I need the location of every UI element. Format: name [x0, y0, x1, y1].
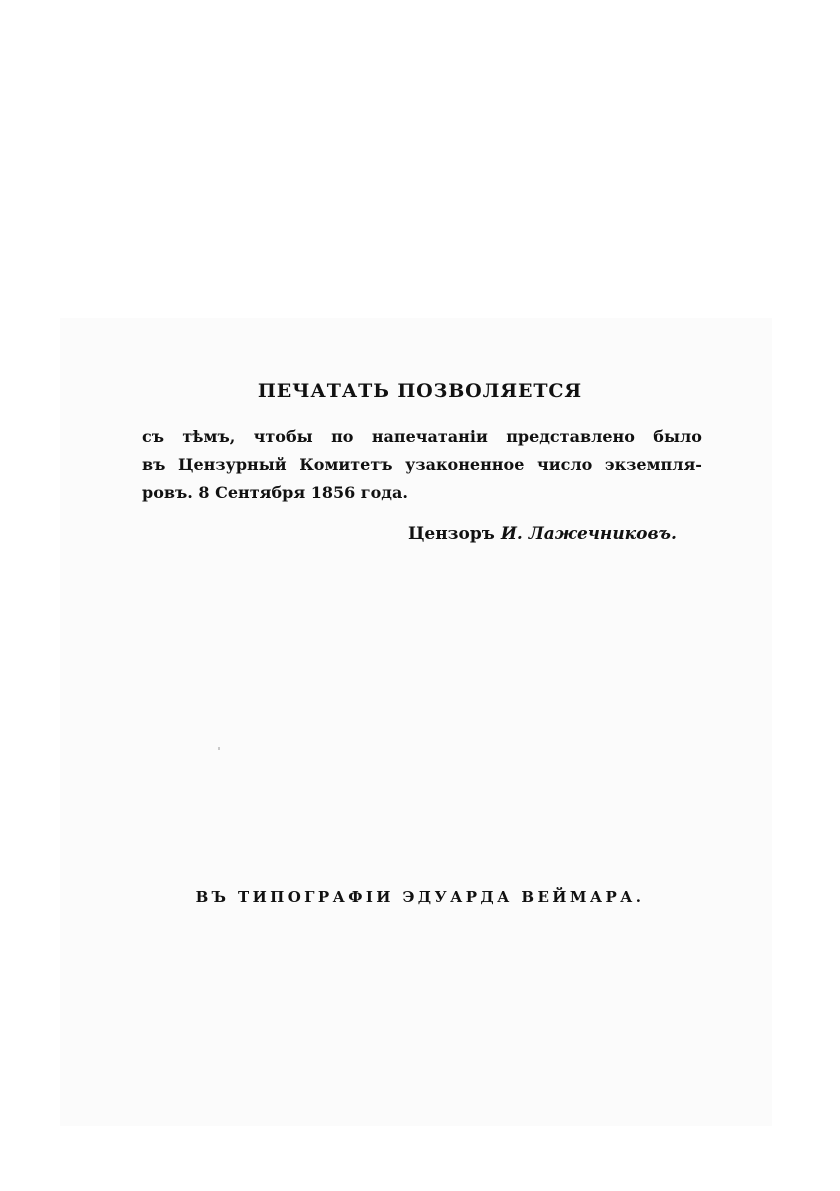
text-word: Комитетъ	[299, 455, 393, 474]
text-word: въ	[142, 455, 166, 474]
text-word: было	[653, 427, 702, 446]
text-word: экземпля-	[604, 455, 702, 474]
text-word: по	[331, 427, 354, 446]
text-word: тѣмъ,	[182, 427, 236, 446]
text-word: представлено	[506, 427, 635, 446]
scan-speck	[218, 747, 220, 750]
censorship-text-line-2	[142, 455, 702, 474]
text-word: чтобы	[253, 427, 313, 446]
censor-name: И. Лажечниковъ.	[500, 524, 677, 544]
censor-title: Цензоръ	[408, 524, 495, 544]
censorship-text-line-1	[142, 427, 702, 446]
text-word: число	[537, 455, 593, 474]
text-word: узаконенное	[405, 455, 525, 474]
censorship-text-line-3: ровъ. 8 Сентября 1856 года.	[142, 483, 408, 502]
text-word: съ	[142, 427, 165, 446]
printer-imprint: ВЪ ТИПОГРАФІИ ЭДУАРДА ВЕЙМАРА.	[195, 888, 645, 906]
text-word: напечатаніи	[371, 427, 488, 446]
censorship-heading: ПЕЧАТАТЬ ПОЗВОЛЯЕТСЯ	[257, 380, 583, 402]
censor-signature	[408, 524, 677, 544]
text-word: Цензурный	[178, 455, 287, 474]
